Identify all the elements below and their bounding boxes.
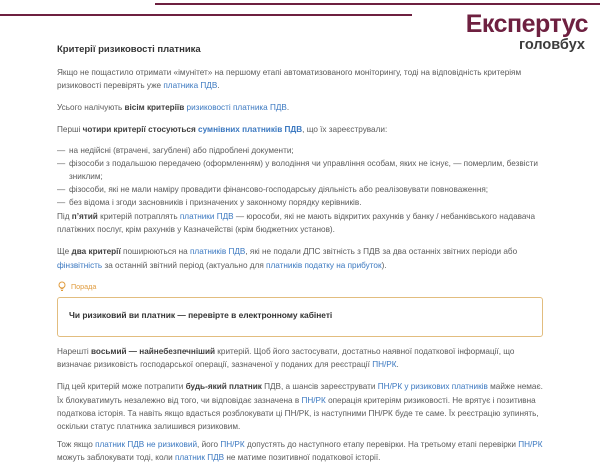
text-segment: , його [197,439,221,449]
inline-link[interactable]: ПН/РК [220,439,245,449]
list-item-text [69,158,543,184]
bullet-marker: — [57,146,66,156]
text-segment: Під цей критерій може потрапити [57,382,186,392]
text-segment: без відома і згоди засновників і призначених у законному порядку керівників. [69,198,362,208]
text-segment: . [217,81,220,91]
paragraph-fifth-criterion [57,210,543,237]
text-segment: фізособи, які не мали наміру провадити фінансово-господарську діяльність або реалізовувати повноваження; [69,185,489,195]
text-segment: Нарешті [57,346,91,356]
text-segment: операція критеріям ризиковості. Не врятує і позитивна податкова історія. Та навіть якщо вдасться розблокувати ці ПН/РК, із наступними ПН/РК буде те саме. Їх реєстрацію зупинять, оскільки статус платника залишився ризиковим. [57,395,539,432]
bold-text: восьмий — найнебезпечніший [91,346,216,356]
text-segment: можуть заблокувати тоді, коли [57,453,175,463]
inline-link[interactable]: фінзвітність [57,260,103,270]
text-segment: ПДВ, а шансів зареєструвати [261,382,378,392]
text-segment: ). [381,260,387,270]
tip-box-text: Чи ризиковий ви платник — перевірте в електронному кабінеті [69,309,333,320]
text-segment: Під [57,211,72,221]
inline-link[interactable]: платника ПДВ [163,81,218,91]
list-item-text [69,184,488,197]
text-segment: критерій. Щоб його застосувати, достатньо наявної податкової інформації, що визначає ризиковість господарської операції, зазначеної у поданих для реєстрації [57,346,515,370]
text-segment: Тож якщо [57,439,96,449]
inline-link[interactable]: ПН/РК [518,439,543,449]
text-segment: на недійсні (втрачені, загублені) або підроблені документи; [69,146,294,156]
text-segment: за останній звітний період (актуально для [102,260,267,270]
bullet-list [57,145,543,210]
bold-text: п’ятий [71,211,98,221]
text-segment: Якщо не пощастило отримати «імунітет» на першому етапі автоматизованого моніторингу, тоді на відповідність критеріям ризиковості перевірять уже [57,68,522,91]
text-segment: , які не подали ДПС звітність з ПДВ за два останніх звітних періоди або [245,247,518,257]
text-segment: майже немає. Їх блокуватимуть незалежно від того, чи відповідає зазначена в [57,382,543,405]
text-segment: критерій потраплять [97,211,180,221]
brand-subname: головбух [518,37,585,53]
inline-link[interactable]: платники ПДВ [179,211,234,221]
paragraph-two-criteria [57,245,543,272]
list-item-text [69,145,294,158]
bullet-marker: — [57,198,66,208]
paragraph-eighth-criterion [57,345,543,372]
bold-text: два критерії [71,247,121,257]
inline-link[interactable]: ПН/РК у ризикових платників [377,382,488,392]
bold-text: вісім критеріїв [124,103,185,113]
paragraph-criteria-count [57,101,543,114]
paragraph-any-payer [57,380,543,434]
list-item [57,197,543,210]
bullet-marker: — [57,185,66,195]
tip-box[interactable] [57,297,543,337]
bullet-marker: — [57,159,66,169]
text-segment: фізособи з подальшою передачею (оформленням) у володіння чи управління особам, яких не існує, — померлим, безвісти зниклим; [69,159,538,182]
text-segment: . [286,103,290,113]
inline-link[interactable]: платник ПДВ [174,453,225,463]
text-segment: Ще [57,247,72,257]
list-item [57,184,543,197]
paragraph-first-four [57,123,543,136]
text-segment: — юрособи, які не мають відкритих рахунків у банку / небанківського надавача платіжних послуг, крім рахунків у Казначействі (крім бюджетних установ). [57,211,536,235]
inline-link[interactable]: ПН/РК [372,360,397,370]
text-segment: не матиме позитивної податкової історії. [224,453,381,463]
list-item [57,145,543,158]
bold-text: чотири критерії стосуються [82,125,196,135]
text-segment: . [396,360,399,370]
inline-link[interactable]: платників ПДВ [189,247,246,257]
inline-link[interactable]: ПН/РК [301,395,326,405]
text-segment: Перші [57,125,83,135]
inline-link[interactable]: платників податку на прибуток [266,260,382,270]
list-item-text [69,197,362,210]
bold-text: будь-який платник [185,382,262,392]
lightbulb-icon [57,281,67,292]
list-item [57,158,543,184]
page-title: Критерії ризиковості платника [57,44,201,55]
inline-link[interactable]: платник ПДВ не ризиковий [95,439,198,449]
paragraph-intro [57,66,543,93]
text-segment: Усього налічують [57,103,125,113]
text-segment: допустять до наступного етапу перевірки. На третьому етапі перевірки [244,439,519,449]
brand-name: Експертус [465,10,588,38]
text-segment: поширюються на [120,247,190,257]
tip-label [57,281,543,292]
text-segment: , що їх зареєстрували: [302,125,388,135]
inline-link[interactable]: сумнівних платників ПДВ [198,125,303,135]
inline-link[interactable]: ризиковості платника ПДВ [186,103,287,113]
tip-label-text: Порада [71,281,97,291]
